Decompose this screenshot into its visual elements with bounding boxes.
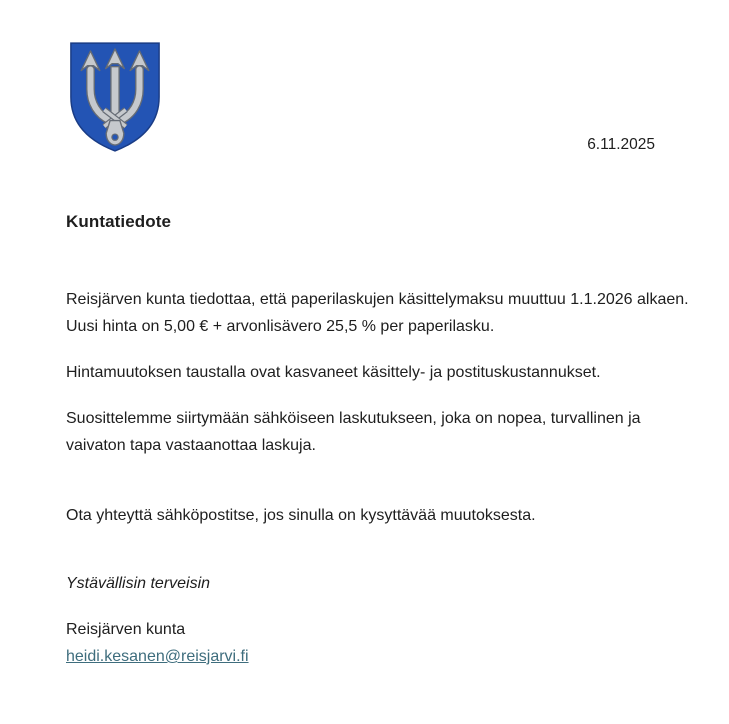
municipality-coat-of-arms-icon (66, 40, 164, 154)
signature-block (66, 616, 699, 670)
body-paragraph-2: Hintamuutoksen taustalla ovat kasvaneet käsittely- ja postituskustannukset. (66, 364, 601, 381)
email-link[interactable]: heidi.kesanen@reisjarvi.fi (66, 648, 249, 665)
page-title: Kuntatiedote (66, 212, 172, 231)
sender-name: Reisjärven kunta (66, 621, 186, 638)
document-date: 6.11.2025 (587, 135, 655, 153)
body-paragraph-4: Ota yhteyttä sähköpostitse, jos sinulla on kysyttävää muutoksesta. (66, 507, 536, 524)
document-header (0, 0, 729, 154)
document-content (0, 212, 729, 670)
body-paragraph-3: Suosittelemme siirtymään sähköiseen laskutukseen, joka on nopea, turvallinen ja vaivaton tapa vastaanottaa laskuja. (66, 410, 641, 454)
closing-salutation: Ystävällisin terveisin (66, 575, 211, 592)
body-paragraph-1: Reisjärven kunta tiedottaa, että paperilaskujen käsittelymaksu muuttuu 1.1.2026 alkaen. Uusi hinta on 5,00 € + arvonlisävero 25,5 % per paperilasku. (66, 291, 689, 335)
